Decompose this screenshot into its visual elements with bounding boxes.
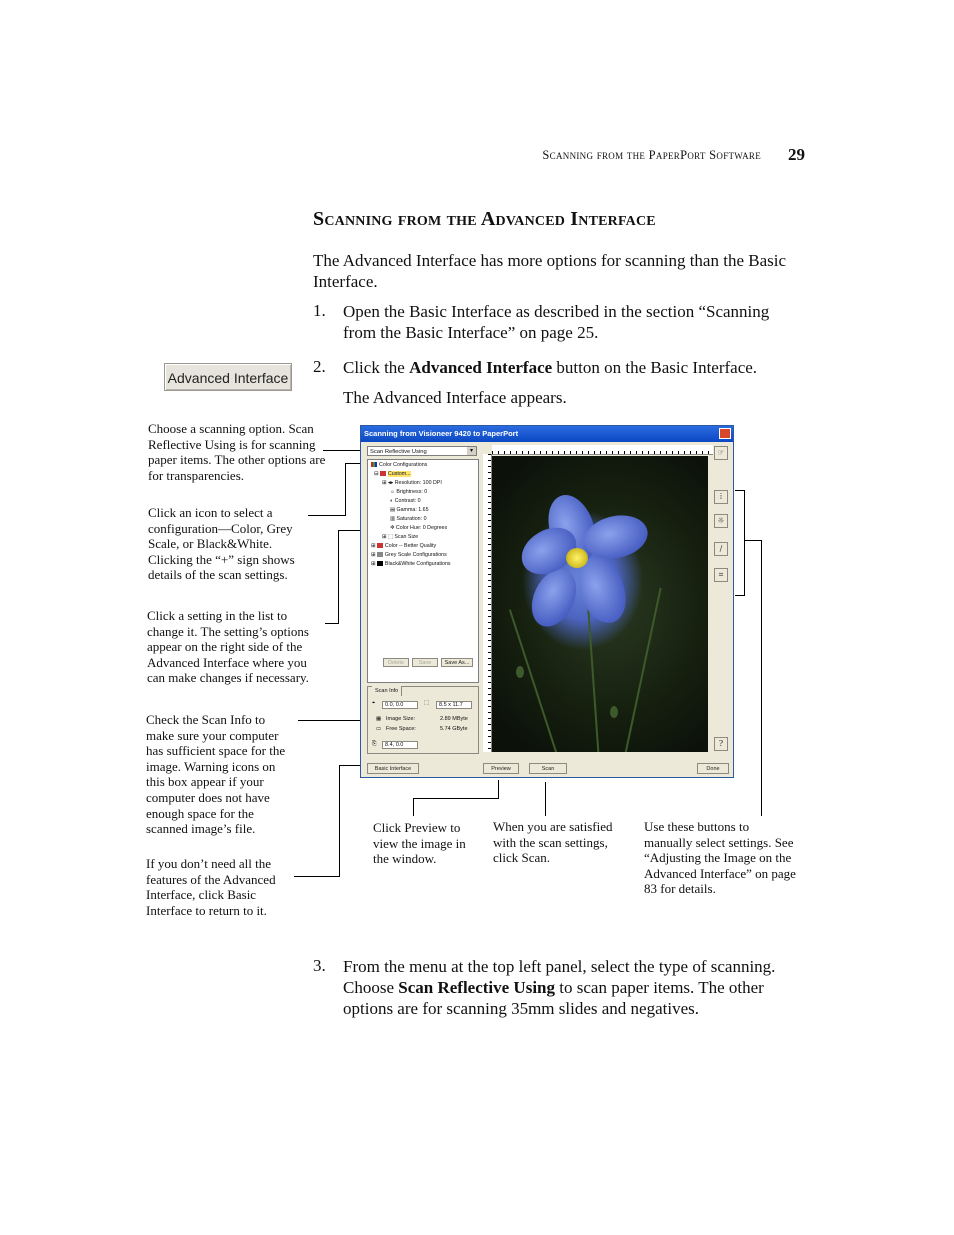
- leader-line: [545, 782, 546, 816]
- tree-item[interactable]: ▤ Gamma: 1.65: [390, 507, 429, 513]
- flower-bud: [610, 706, 618, 718]
- step-2-pre: Click the: [343, 358, 410, 377]
- dropdown-value: Scan Reflective Using: [370, 449, 427, 455]
- image-size-icon: ▦: [376, 716, 382, 722]
- intro-paragraph: The Advanced Interface has more options for scanning than the Basic Interface.: [313, 251, 787, 291]
- callout-basic-interface: If you don’t need all the features of the Advanced Interface, click Basic Interface to return to it.: [146, 856, 276, 918]
- step-3-pre: From the menu at the top left panel, select the type of scanning. Choose: [343, 957, 776, 997]
- configuration-tree: [367, 459, 479, 683]
- disk-icon: ▭: [376, 726, 382, 732]
- callout-scan-info: Check the Scan Info to make sure your computer has sufficient space for the image. Warning icons on this box appear if your computer does not have enough space for the scanned image’s file.: [146, 712, 286, 837]
- brightness-icon[interactable]: ☼: [714, 514, 728, 528]
- tree-item[interactable]: ⊞ Grey Scale Configurations: [371, 552, 447, 558]
- preview-button[interactable]: Preview: [483, 763, 519, 774]
- tree-item[interactable]: ⊞ ⬚ Scan Size: [382, 534, 419, 540]
- callout-manual-buttons: Use these buttons to manually select settings. See “Adjusting the Image on the Advanced Interface” on page 83 for details.: [644, 819, 796, 897]
- size-field: 8.5 x 11.7: [436, 701, 472, 709]
- scan-info-panel: [367, 686, 479, 754]
- done-button[interactable]: Done: [697, 763, 729, 774]
- tree-label: Grey Scale Configurations: [384, 552, 447, 558]
- leader-line: [413, 798, 499, 799]
- chevron-down-icon: ▾: [467, 447, 476, 455]
- close-icon[interactable]: [719, 428, 731, 439]
- tree-label: Color Configurations: [379, 462, 428, 468]
- tree-item[interactable]: ⊟ Custom...: [374, 471, 411, 477]
- leader-line: [413, 798, 414, 816]
- step-3-number: 3.: [313, 956, 326, 975]
- config-icon: [377, 543, 383, 548]
- flower-bud: [516, 666, 524, 678]
- step-2-post: button on the Basic Interface.: [552, 358, 758, 377]
- tree-item[interactable]: ◐ Contrast: 0: [390, 498, 421, 504]
- grey-icon: [377, 552, 383, 557]
- step-1-text: Open the Basic Interface as described in the section “Scanning from the Basic Interface” on page 25.: [343, 302, 770, 342]
- origin-icon: ⌖: [372, 700, 376, 706]
- leader-line: [325, 623, 339, 624]
- sharpen-icon[interactable]: ⁞: [714, 490, 728, 504]
- section-title: Scanning from the Advanced Interface: [313, 208, 656, 230]
- tree-item[interactable]: [371, 462, 427, 468]
- tree-item[interactable]: ⊞ Black&White Configurations: [371, 561, 451, 567]
- step-2-text: [343, 357, 805, 378]
- scan-button[interactable]: Scan: [529, 763, 567, 774]
- tree-item[interactable]: ⊞ ◂▸ Resolution: 100 DPI: [382, 480, 442, 486]
- callout-preview: Click Preview to view the image in the window.: [373, 820, 466, 867]
- origin-field: 0.0, 0.0: [382, 701, 418, 709]
- tree-label: Color Hue: 0 Degrees: [395, 525, 448, 531]
- scan-type-dropdown[interactable]: [367, 446, 477, 456]
- step-2-result: The Advanced Interface appears.: [343, 388, 567, 407]
- page-icon: ⎘: [372, 741, 377, 747]
- hand-icon[interactable]: ☞: [714, 446, 728, 460]
- leader-line: [745, 540, 762, 541]
- tree-label: Brightness: 0: [396, 489, 428, 495]
- callout-setting: Click a setting in the list to change it. The setting’s options appear on the right side of the Advanced Interface where you can make changes if necessary.: [147, 608, 309, 686]
- step-3-bold: Scan Reflective Using: [398, 978, 556, 997]
- callout-icon-select: Click an icon to select a configuration—Color, Grey Scale, or Black&White. Clicking the “+” sign shows details of the scan settings.: [148, 505, 295, 583]
- tree-label: Scan Size: [394, 534, 419, 540]
- tree-item[interactable]: ▥ Saturation: 0: [390, 516, 427, 522]
- color-icon: [371, 462, 377, 467]
- step-3-text: [343, 956, 808, 1019]
- callout-scan: When you are satisfied with the scan settings, click Scan.: [493, 819, 613, 866]
- image-size-value: 2.89 MByte: [440, 716, 468, 722]
- step-3-post: to scan paper items. The other options are for scanning 35mm slides and negatives.: [343, 978, 764, 1018]
- leader-line: [735, 595, 745, 596]
- image-size-label: Image Size:: [386, 716, 416, 722]
- adjustment-toolbar: [711, 446, 731, 754]
- config-icon: [380, 471, 386, 476]
- save-as-button[interactable]: Save As...: [441, 658, 473, 667]
- flower-stem: [624, 588, 661, 752]
- ruler-left: [483, 454, 492, 752]
- leader-line: [338, 530, 339, 624]
- help-icon[interactable]: ?: [714, 737, 728, 751]
- page-number: 29: [788, 145, 805, 164]
- advanced-interface-button-image: Advanced Interface: [164, 363, 292, 391]
- tree-label: Saturation: 0: [396, 516, 427, 522]
- scanner-window: [360, 425, 734, 778]
- save-button[interactable]: Save: [412, 658, 438, 667]
- tree-label: Resolution: 100 DPI: [394, 480, 442, 486]
- step-2-number: 2.: [313, 357, 326, 376]
- leader-line: [744, 490, 745, 595]
- step-1-number: 1.: [313, 301, 326, 320]
- leader-line: [761, 540, 762, 816]
- crop-icon[interactable]: ⌗: [714, 568, 728, 582]
- preview-image: [492, 456, 708, 752]
- gamma-icon[interactable]: ∕: [714, 542, 728, 556]
- delete-button[interactable]: Delete: [383, 658, 409, 667]
- tree-label: Gamma: 1.65: [396, 507, 429, 513]
- page-size-field: 8.4, 0.0: [382, 741, 418, 749]
- tree-label: Contrast: 0: [394, 498, 421, 504]
- step-2-bold: Advanced Interface: [409, 358, 553, 377]
- flower-stem: [509, 609, 557, 752]
- tab-scan-info[interactable]: Scan Info: [372, 686, 402, 696]
- basic-interface-button[interactable]: Basic Interface: [367, 763, 419, 774]
- leader-line: [339, 765, 340, 877]
- leader-line: [298, 720, 364, 721]
- callout-scan-option: Choose a scanning option. Scan Reflective Using is for scanning paper items. The other options are for transparencies.: [148, 421, 326, 483]
- leader-line: [345, 463, 346, 516]
- flower-center: [566, 548, 588, 568]
- ruler-top: [492, 445, 713, 455]
- tree-item[interactable]: ✲ Color Hue: 0 Degrees: [390, 525, 448, 531]
- window-title: Scanning from Visioneer 9420 to PaperPort: [361, 426, 733, 442]
- window-button-bar: [361, 759, 733, 777]
- free-space-label: Free Space:: [386, 726, 416, 732]
- free-space-value: 5.74 GByte: [440, 726, 468, 732]
- size-icon: ⬚: [424, 700, 430, 706]
- leader-line: [498, 780, 499, 799]
- tree-label: Color -- Better Quality: [384, 543, 437, 549]
- leader-line: [308, 515, 346, 516]
- leader-line: [294, 876, 340, 877]
- tree-label: Black&White Configurations: [384, 561, 451, 567]
- running-header: Scanning from the PaperPort Software: [542, 148, 761, 162]
- tree-item[interactable]: ⊞ Color -- Better Quality: [371, 543, 437, 549]
- tree-label: Custom...: [387, 471, 411, 477]
- tree-item[interactable]: ☼ Brightness: 0: [390, 489, 428, 495]
- bw-icon: [377, 561, 383, 566]
